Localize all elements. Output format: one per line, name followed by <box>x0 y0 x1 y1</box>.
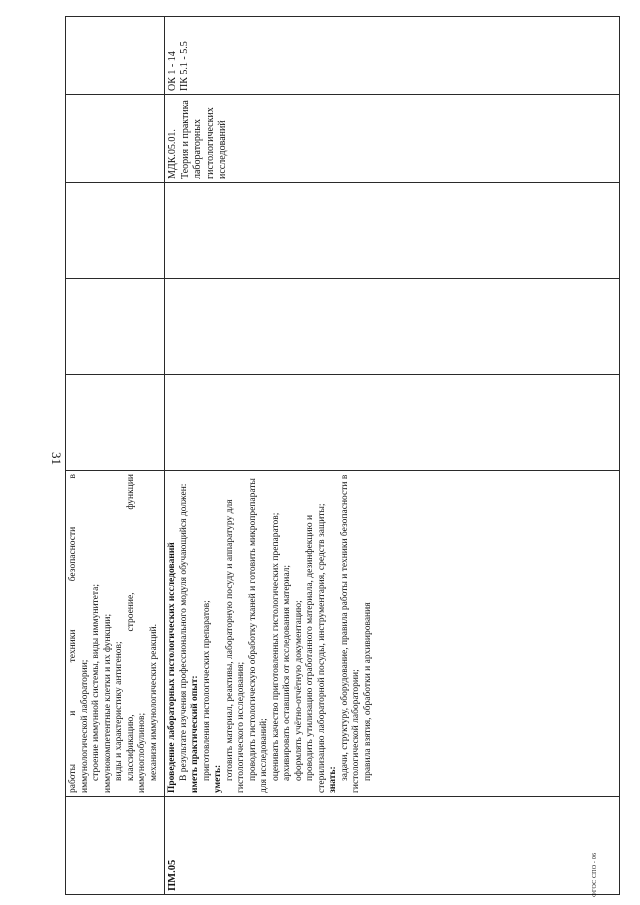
module-code-cell <box>165 797 620 895</box>
knowledge-item: задачи, структуру, оборудование, правила работы и техники безопасности в гистологической лаборатории; <box>339 474 361 793</box>
hours-cell-2 <box>165 279 620 375</box>
module-title: Проведение лабораторных гистологических исследований <box>167 542 177 793</box>
skills-label: уметь: <box>213 764 223 793</box>
hours-cell-1 <box>165 375 620 471</box>
competency-cell <box>165 17 620 95</box>
practical-item: приготовления гистологических препаратов; <box>201 600 212 781</box>
skill-item: проводить утилизацию отработанного материала, дезинфекцию и стерилизацию лабораторной посуды, инструментария, средств защиты; <box>305 503 327 793</box>
prev-line: иммунологической лаборатории; <box>79 659 90 793</box>
prev-line: классификацию, строение, функции <box>125 474 136 781</box>
module-description-cell <box>165 471 620 797</box>
mdk-title: МДК.05.01. Теория и практика лабораторных гистологических исследований <box>167 100 228 179</box>
skill-item: архивировать оставшийся от исследования материал; <box>282 564 292 781</box>
footer-code: ФГОС СПО - 06 <box>592 852 598 897</box>
prev-line: строение иммунной системы, виды иммунитета; <box>91 583 101 781</box>
prev-competency-cell <box>66 17 165 95</box>
prev-hours-cell-2 <box>66 279 165 375</box>
prev-hours-cell-3 <box>66 183 165 279</box>
module-code: ПМ.05 <box>167 859 178 891</box>
competency-pk: ПК 5.1 - 5.5 <box>179 41 190 91</box>
prev-description-cell <box>66 471 165 797</box>
prev-line: механизм иммунологических реакций. <box>148 624 159 781</box>
prev-code-cell <box>66 797 165 895</box>
page-number: 31 <box>49 452 64 465</box>
skill-item: оценивать качество приготовленных гистологических препаратов; <box>270 512 281 781</box>
table-row-pm05 <box>165 17 620 895</box>
competency-ok: ОК 1 - 14 <box>167 51 178 91</box>
skill-item: оформлять учётно-отчётную документацию; <box>293 600 304 781</box>
knowledge-label: знать: <box>328 766 338 793</box>
mdk-cell <box>165 95 620 183</box>
hours-cell-3 <box>165 183 620 279</box>
prev-line: иммуноглобулинов; <box>137 712 147 793</box>
prev-mdk-cell <box>66 95 165 183</box>
skill-item: готовить материал, реактивы, лабораторную посуду и аппаратуру для гистологического исследования; <box>224 499 246 793</box>
module-intro: В результате изучения профессионального модуля обучающийся должен: <box>178 483 189 781</box>
table-row-previous <box>66 17 165 895</box>
prev-hours-cell-1 <box>66 375 165 471</box>
prev-line: иммунокомпетентные клетки и их функции; <box>102 613 113 793</box>
prev-line: работы и техники безопасности в <box>68 474 78 793</box>
skill-item: проводить гистологическую обработку тканей и готовить микропрепараты для исследований; <box>247 478 269 793</box>
knowledge-item: правила взятия, обработки и архивирования <box>362 602 373 781</box>
curriculum-table <box>65 16 620 895</box>
practical-experience-label: иметь практический опыт: <box>190 675 200 793</box>
prev-line: виды и характеристику антигенов; <box>114 641 124 781</box>
